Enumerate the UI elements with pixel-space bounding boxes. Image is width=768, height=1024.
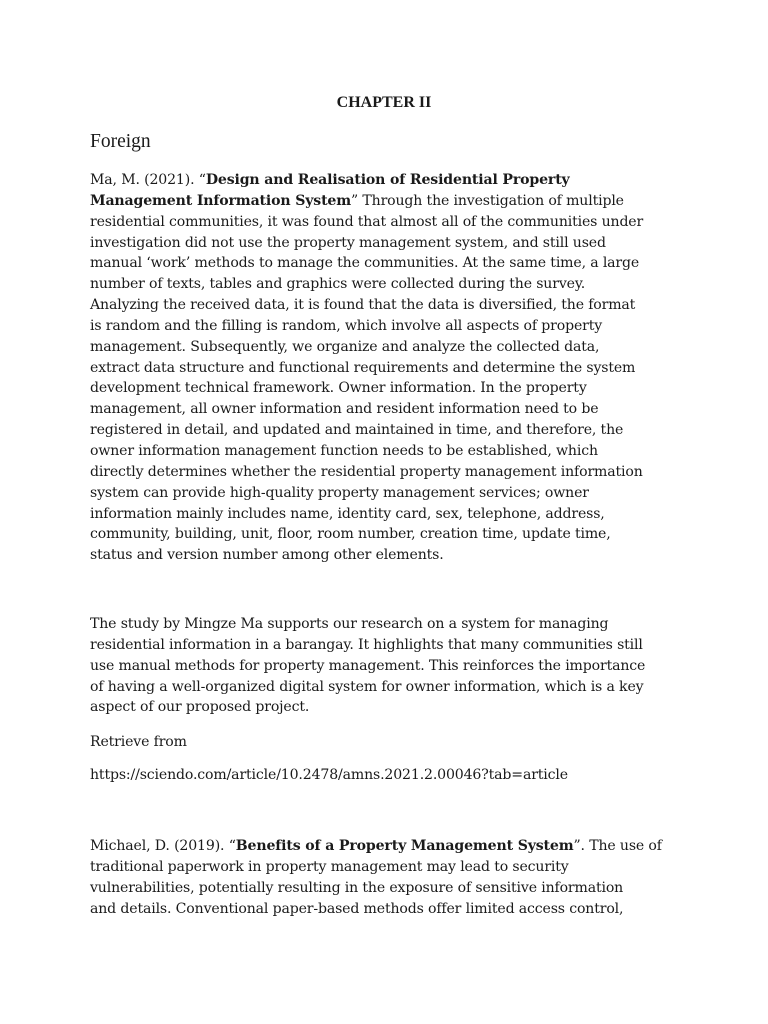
chapter-title: CHAPTER II: [336, 94, 432, 111]
entry-line: [90, 170, 690, 191]
entry-line: extract data structure and functional requirements and determine the system: [90, 359, 636, 376]
entry-line: [90, 836, 690, 857]
analysis-line: aspect of our proposed project.: [90, 699, 310, 716]
entry-line: directly determines whether the residential property management information: [90, 463, 643, 480]
entry-line: development technical framework. Owner information. In the property: [90, 380, 587, 397]
entry-line: residential communities, it was found that almost all of the communities under: [90, 213, 644, 230]
citation-title-part1: Design and Realisation of Residential Property: [205, 172, 570, 188]
entry-line: manual ‘work’ methods to manage the communities. At the same time, a large: [90, 255, 640, 272]
entry-line: information mainly includes name, identity card, sex, telephone, address,: [90, 505, 605, 522]
entry-line: investigation did not use the property management system, and still used: [90, 234, 606, 251]
entry-line: traditional paperwork in property management may lead to security: [90, 858, 569, 875]
analysis-line: of having a well-organized digital system for owner information, which is a key: [90, 678, 644, 695]
entry-line: is random and the filling is random, which involve all aspects of property: [90, 317, 603, 334]
entry-line: and details. Conventional paper-based methods offer limited access control,: [90, 900, 624, 917]
entry-line: management, all owner information and resident information need to be: [90, 401, 599, 418]
citation-author-year: Ma, M. (2021). “: [90, 172, 206, 188]
analysis-line: use manual methods for property management. This reinforces the importance: [90, 657, 646, 674]
entry-line: registered in detail, and updated and maintained in time, and therefore, the: [90, 422, 624, 439]
citation-author-year: Michael, D. (2019). “: [90, 838, 236, 854]
entry-line: number of texts, tables and graphics were collected during the survey.: [90, 276, 586, 293]
analysis-line: residential information in a barangay. It highlights that many communities still: [90, 636, 643, 653]
entry-line: system can provide high-quality property management services; owner: [90, 484, 589, 501]
citation-entry-michael: [90, 836, 690, 919]
citation-title: Benefits of a Property Management System: [235, 838, 574, 854]
entry-line: owner information management function needs to be established, which: [90, 442, 598, 459]
analysis-paragraph: [90, 614, 690, 718]
citation-title-part2: Management Information System: [90, 192, 352, 209]
entry-line: [90, 191, 690, 212]
entry-line: community, building, unit, floor, room number, creation time, update time,: [90, 526, 611, 543]
entry-line: management. Subsequently, we organize and analyze the collected data,: [90, 338, 600, 355]
source-url: https://sciendo.com/article/10.2478/amns.2021.2.00046?tab=article: [90, 767, 568, 783]
citation-continuation: ”. The use of: [573, 838, 662, 854]
entry-line: vulnerabilities, potentially resulting in the exposure of sensitive information: [90, 879, 624, 896]
entry-line: Analyzing the received data, it is found that the data is diversified, the format: [90, 297, 636, 314]
citation-entry-ma: [90, 170, 690, 566]
entry-line: status and version number among other elements.: [90, 547, 444, 564]
citation-continuation: ” Through the investigation of multiple: [351, 192, 624, 209]
analysis-line: The study by Mingze Ma supports our research on a system for managing: [90, 616, 609, 632]
section-heading: Foreign: [90, 131, 151, 152]
retrieve-label: Retrieve from: [90, 734, 187, 750]
